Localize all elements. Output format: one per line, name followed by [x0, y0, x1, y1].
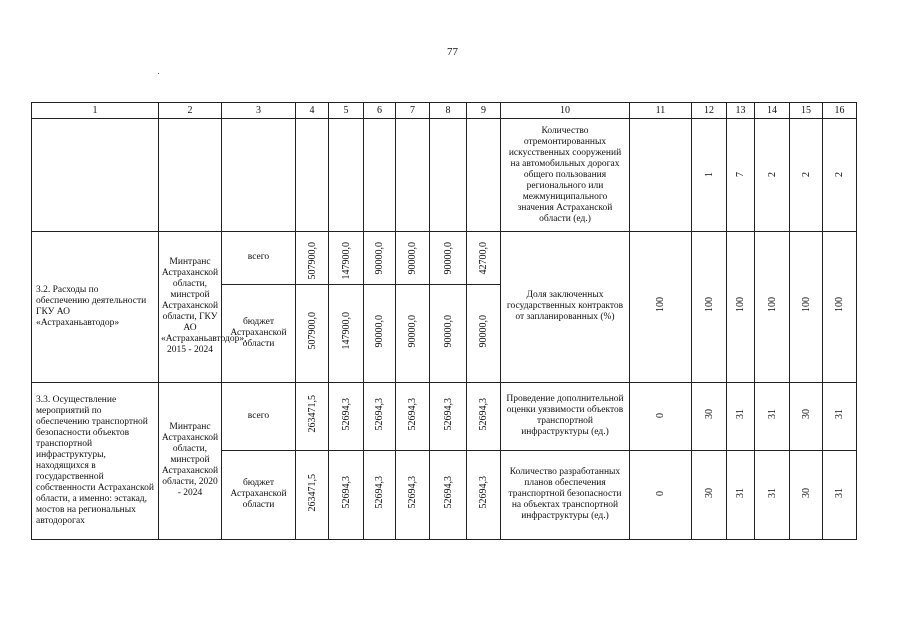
table-row	[32, 232, 857, 285]
header-cell: 14	[755, 103, 790, 119]
amount-cell: 90000,0	[467, 284, 501, 382]
table-row	[32, 119, 857, 232]
amount-cell: 52694,3	[430, 450, 467, 539]
amount-cell: 90000,0	[430, 284, 467, 382]
target-cell: 100	[692, 232, 727, 383]
amount-cell: 90000,0	[364, 232, 396, 285]
indicator-cell: Количество разработанных планов обеспечения транспортной безопасности на объектах транспортной инфраструктуры (ед.)	[501, 450, 630, 539]
page-number: 77	[447, 46, 458, 58]
amount-cell: 52694,3	[329, 382, 364, 450]
target-cell: 31	[823, 382, 857, 450]
amount-cell: 90000,0	[430, 232, 467, 285]
target-cell: 100	[755, 232, 790, 383]
target-cell: 31	[823, 450, 857, 539]
target-cell: 100	[790, 232, 823, 383]
target-cell: 100	[727, 232, 755, 383]
header-cell: 9	[467, 103, 501, 119]
amount-cell: 147900,0	[329, 232, 364, 285]
header-cell: 11	[630, 103, 692, 119]
header-cell: 16	[823, 103, 857, 119]
amount-cell: 507900,0	[296, 232, 329, 285]
target-cell: 100	[823, 232, 857, 383]
table-row	[32, 382, 857, 450]
target-cell: 2	[790, 119, 823, 232]
header-cell: 5	[329, 103, 364, 119]
indicator-cell: Количество отремонтированных искусственных сооружений на автомобильных дорогах общего пользования регионального или межмуниципального значения Астраханской области (ед.)	[501, 119, 630, 232]
amount-cell: 52694,3	[396, 450, 430, 539]
source-cell: всего	[222, 382, 296, 450]
target-cell: 0	[630, 450, 692, 539]
target-cell: 100	[630, 232, 692, 383]
target-cell: 30	[692, 382, 727, 450]
target-cell	[630, 119, 692, 232]
amount-cell: 52694,3	[364, 450, 396, 539]
target-cell: 2	[823, 119, 857, 232]
target-cell: 0	[630, 382, 692, 450]
amount-cell: 52694,3	[430, 382, 467, 450]
target-cell: 30	[790, 382, 823, 450]
amount-cell: 263471,5	[296, 382, 329, 450]
activity-name: 3.2. Расходы по обеспечению деятельности ГКУ АО «Астраханьавтодор»	[32, 232, 159, 383]
source-cell: бюджет Астраханской области	[222, 450, 296, 539]
indicator-cell: Проведение дополнительной оценки уязвимости объектов транспортной инфраструктуры (ед.)	[501, 382, 630, 450]
target-cell: 1	[692, 119, 727, 232]
target-cell: 31	[727, 382, 755, 450]
indicator-cell: Доля заключенных государственных контрактов от запланированных (%)	[501, 232, 630, 383]
target-cell: 31	[727, 450, 755, 539]
amount-cell: 52694,3	[467, 450, 501, 539]
amount-cell: 52694,3	[467, 382, 501, 450]
amount-cell: 90000,0	[364, 284, 396, 382]
amount-cell: 90000,0	[396, 284, 430, 382]
source-cell: всего	[222, 232, 296, 285]
activity-name: 3.3. Осуществление мероприятий по обеспечению транспортной безопасности объектов транспортной инфраструктуры, находящихся в государственной собственности Астраханской области, а именно: эстакад, мостов на региональных автодорогах	[32, 382, 159, 539]
source-cell: бюджет Астраханской области	[222, 284, 296, 382]
amount-cell: 263471,5	[296, 450, 329, 539]
amount-cell: 90000,0	[396, 232, 430, 285]
amount-cell: 507900,0	[296, 284, 329, 382]
target-cell: 31	[755, 382, 790, 450]
amount-cell: 147900,0	[329, 284, 364, 382]
header-cell: 3	[222, 103, 296, 119]
header-cell: 7	[396, 103, 430, 119]
target-cell: 2	[755, 119, 790, 232]
target-cell: 31	[755, 450, 790, 539]
header-cell: 8	[430, 103, 467, 119]
amount-cell: 52694,3	[396, 382, 430, 450]
header-cell: 2	[159, 103, 222, 119]
header-row	[32, 103, 857, 119]
target-cell: 7	[727, 119, 755, 232]
target-cell: 30	[790, 450, 823, 539]
header-cell: 12	[692, 103, 727, 119]
executor-cell: Минтранс Астраханской области, минстрой Астраханской области, ГКУ АО «Астраханьавтодор», 2015 - 2024	[159, 232, 222, 383]
target-cell: 30	[692, 450, 727, 539]
header-cell: 1	[32, 103, 159, 119]
header-cell: 6	[364, 103, 396, 119]
header-cell: 10	[501, 103, 630, 119]
header-cell: 15	[790, 103, 823, 119]
amount-cell: 42700,0	[467, 232, 501, 285]
program-table	[31, 102, 857, 540]
scan-speck	[158, 73, 159, 74]
header-cell: 13	[727, 103, 755, 119]
amount-cell: 52694,3	[329, 450, 364, 539]
header-cell: 4	[296, 103, 329, 119]
executor-cell: Минтранс Астраханской области, минстрой Астраханской области, 2020 - 2024	[159, 382, 222, 539]
amount-cell: 52694,3	[364, 382, 396, 450]
